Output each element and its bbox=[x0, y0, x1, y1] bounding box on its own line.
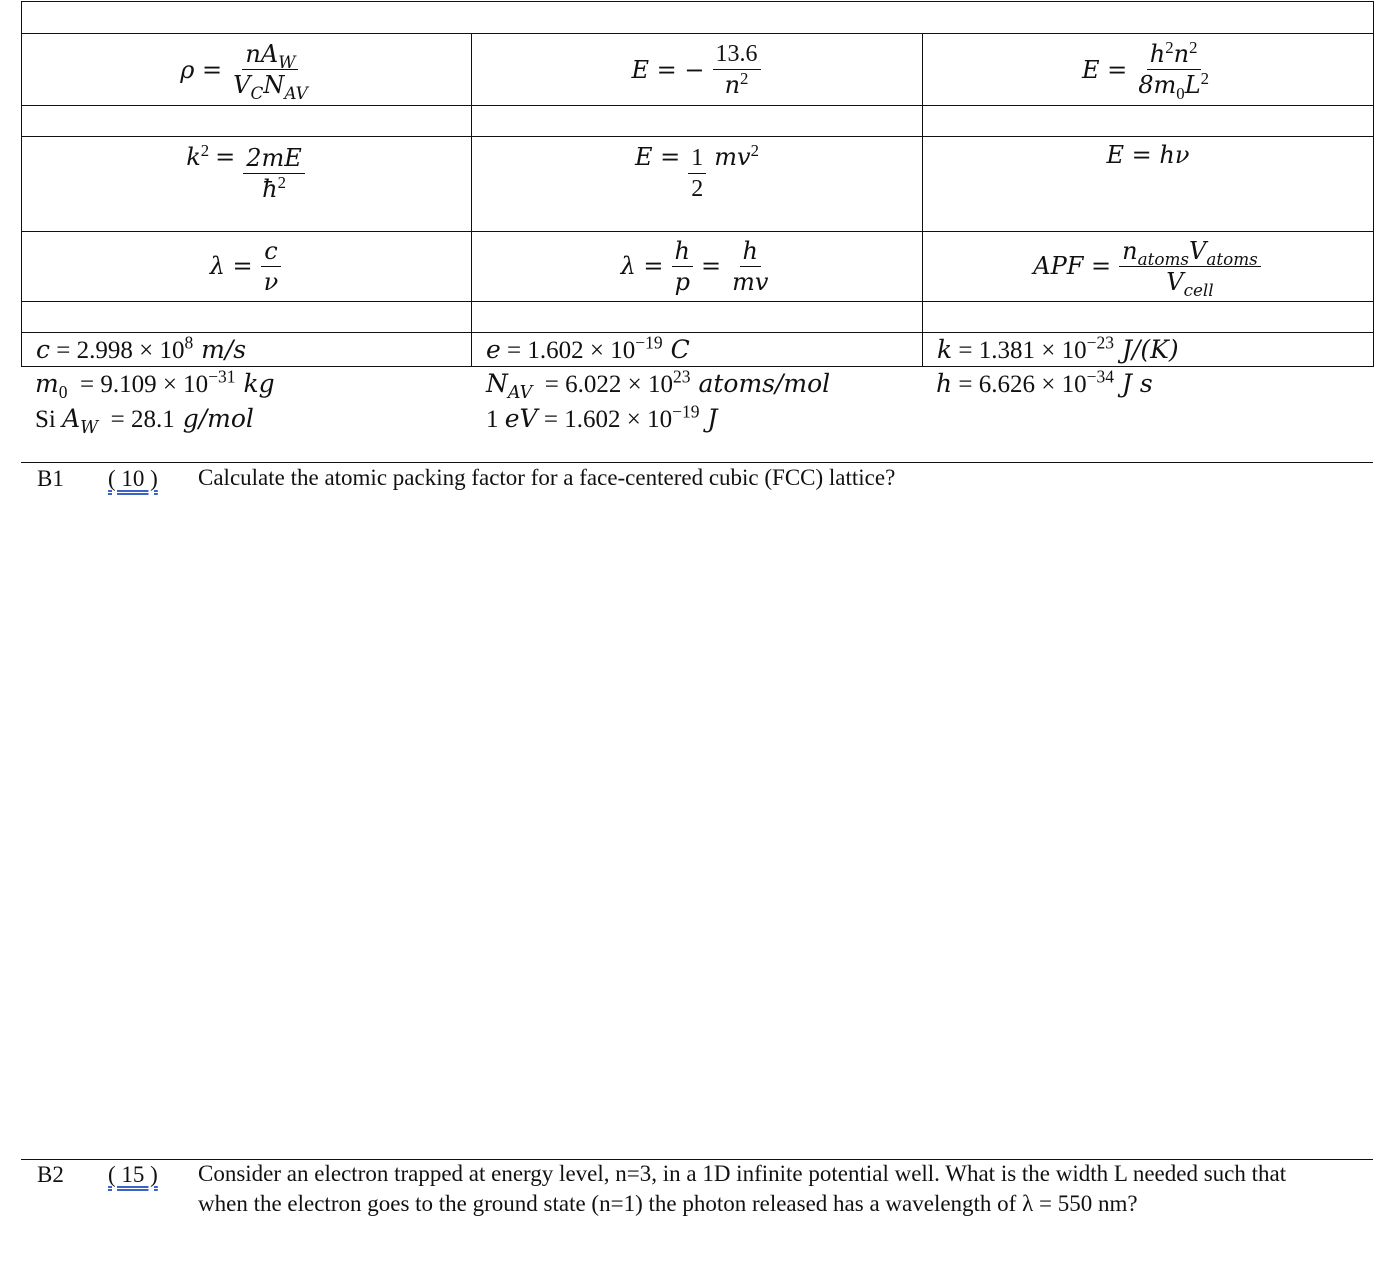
constants-column-3 bbox=[936, 367, 1153, 402]
question-b2-text: Consider an electron trapped at energy level, n=3, in a 1D infinite potential well. What is the width L needed such that when the electron goes to the ground state (n=1) the photon released has a wavelength of λ = 550 nm? bbox=[198, 1161, 1287, 1216]
silicon-atomic-weight-constant: Si $A_W = 28.1$ g/mol bbox=[35, 404, 254, 438]
hydrogen-energy-formula-cell: E = − $\frac{13.6}{n^2}$ bbox=[472, 34, 923, 106]
planck-constant: $h = 6.626 \times 10^{-34}$ J s bbox=[936, 366, 1153, 398]
wavelength-formula-cell: λ = $\frac{c}{\nu}$ bbox=[22, 231, 472, 301]
density-formula-cell: ρ = $\frac{nA_W}{V_CN_{AV}}$ bbox=[22, 34, 472, 106]
question-b1-text: Calculate the atomic packing factor for a face-centered cubic (FCC) lattice? bbox=[198, 465, 896, 490]
packing-factor-formula-cell: APF = $\frac{n_{atoms}V_{atoms}}{V_{cell}}$ bbox=[923, 231, 1374, 301]
electron-volt-constant: 1 eV = $1.602 \times 10^{-19}$ J bbox=[486, 401, 718, 433]
blank-cell bbox=[923, 106, 1374, 137]
kinetic-energy-formula-cell: E = $\frac{1}{2}$ $mv^2$ bbox=[472, 137, 923, 231]
constants-column-2 bbox=[486, 367, 830, 437]
electron-charge-constant: $e = 1.602 \times 10^{-19}$ C bbox=[472, 332, 923, 366]
question-b1-number: B1 bbox=[37, 466, 64, 491]
blank-cell bbox=[22, 106, 472, 137]
blank-cell bbox=[923, 301, 1374, 332]
blank-header-row bbox=[22, 2, 1374, 34]
electron-mass-constant: $m_0 = 9.109 \times 10^{-31}$ kg bbox=[35, 366, 275, 402]
wavenumber-formula-cell: $k^2$ = $\frac{2mE}{ħ^2}$ bbox=[22, 137, 472, 231]
constants-column-1 bbox=[35, 367, 275, 437]
speed-of-light-constant: $c = 2.998 \times 10^8$ m/s bbox=[22, 332, 472, 366]
avogadro-constant: $N_{AV} = 6.022 \times 10^{23}$ atoms/mol bbox=[486, 366, 831, 403]
blank-cell bbox=[22, 301, 472, 332]
formula-table bbox=[21, 1, 1374, 367]
particle-in-box-formula-cell: E = $\frac{h^2n^2}{8m_0L^2}$ bbox=[923, 34, 1374, 106]
blank-cell bbox=[472, 106, 923, 137]
blank-cell bbox=[472, 301, 923, 332]
boltzmann-constant: $k = 1.381 \times 10^{-23}$ J/(K) bbox=[923, 332, 1374, 366]
de-broglie-formula-cell: λ = $\frac{h}{p}$ = $\frac{h}{mv}$ bbox=[472, 231, 923, 301]
question-b1-points: ( 10 ) bbox=[108, 466, 158, 491]
photon-energy-formula-cell: E = hν bbox=[923, 137, 1374, 231]
question-b2-points: ( 15 ) bbox=[108, 1162, 158, 1187]
question-b2-number: B2 bbox=[37, 1162, 64, 1187]
